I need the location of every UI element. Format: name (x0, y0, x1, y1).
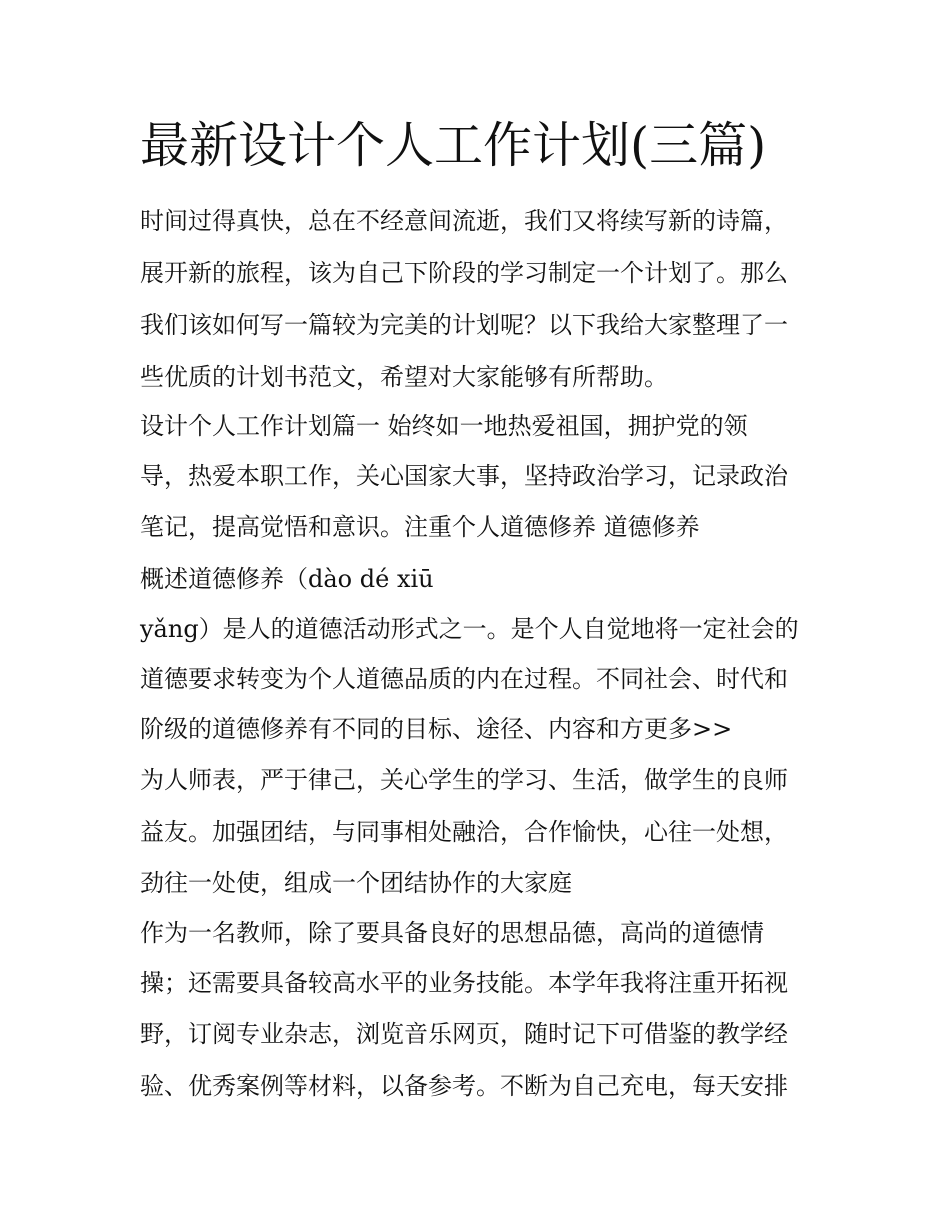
skills-line: 野，订阅专业杂志，浏览音乐网页，随时记下可借鉴的教学经 (140, 1020, 788, 1048)
page-title: 最新设计个人工作计划(三篇) (140, 117, 767, 174)
skills-line: 操；还需要具备较高水平的业务技能。本学年我将注重开拓视 (140, 969, 788, 997)
section-one-last-text: 阶级的道德修养有不同的目标、途径、内容和方 (140, 715, 644, 743)
section-one-line: yǎng）是人的道德活动形式之一。是个人自觉地将一定社会的 (140, 615, 799, 643)
section-one-line: 道德要求转变为个人道德品质的内在过程。不同社会、时代和 (140, 665, 788, 693)
intro-line: 我们该如何写一篇较为完美的计划呢？以下我给大家整理了一 (140, 311, 788, 339)
section-one-line: 设计个人工作计划篇一 始终如一地热爱祖国，拥护党的领 (140, 412, 748, 440)
section-one-last-line (140, 713, 732, 745)
teacher-line: 益友。加强团结，与同事相处融洽，合作愉快，心往一处想， (140, 818, 788, 846)
skills-line: 验、优秀案例等材料，以备参考。不断为自己充电，每天安排 (140, 1072, 788, 1100)
intro-line: 展开新的旅程，该为自己下阶段的学习制定一个计划了。那么 (140, 259, 788, 287)
skills-line: 作为一名教师，除了要具备良好的思想品德，高尚的道德情 (140, 919, 764, 947)
section-one-line: 笔记，提高觉悟和意识。注重个人道德修养 道德修养 (140, 513, 700, 541)
section-one-line: 概述道德修养（dào dé xiū (140, 565, 434, 593)
intro-line: 些优质的计划书范文，希望对大家能够有所帮助。 (140, 363, 668, 391)
section-one-line: 导，热爱本职工作，关心国家大事，坚持政治学习，记录政治 (140, 462, 788, 490)
teacher-line: 劲往一处使，组成一个团结协作的大家庭 (140, 869, 572, 897)
more-link[interactable]: 更多>> (644, 715, 733, 743)
intro-line: 时间过得真快，总在不经意间流逝，我们又将续写新的诗篇， (140, 207, 788, 235)
teacher-line: 为人师表，严于律己，关心学生的学习、生活，做学生的良师 (140, 766, 788, 794)
